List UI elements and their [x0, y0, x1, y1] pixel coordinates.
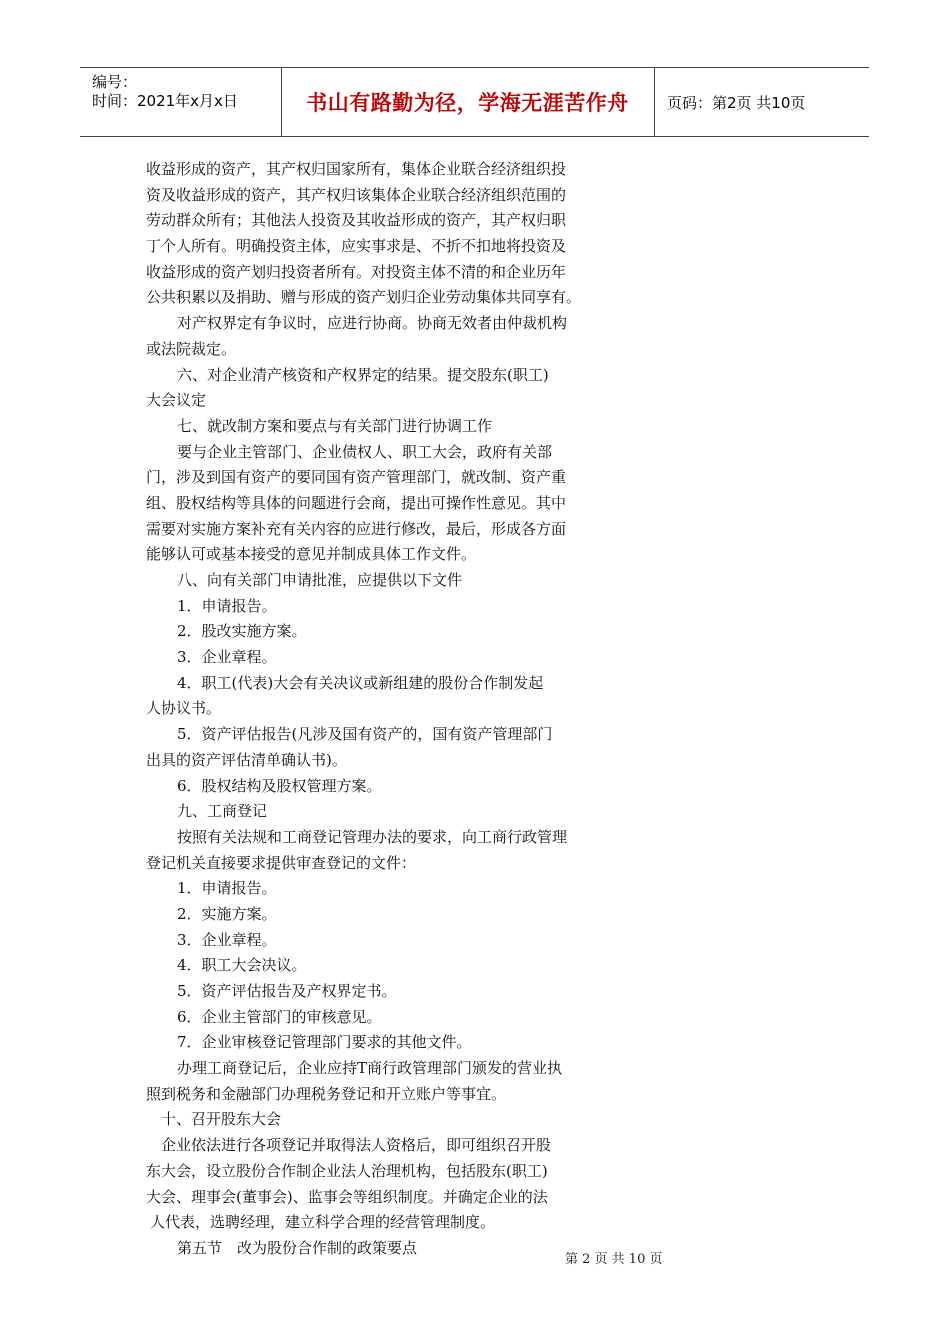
text-line: 人协议书。 [146, 699, 222, 718]
section-heading: 第五节 改为股份合作制的政策要点 [177, 1238, 418, 1257]
text-line: 大会、理事会(董事会)、监事会等组织制度。并确定企业的法 [146, 1187, 548, 1206]
list-item: 3．企业章程。 [177, 930, 277, 949]
document-time-label: 时间：2021年x月x日 [92, 92, 238, 110]
list-item: 6．股权结构及股权管理方案。 [177, 776, 382, 795]
list-item: 2．股改实施方案。 [177, 622, 307, 641]
section-heading: 十、召开股东大会 [161, 1110, 282, 1129]
text-line: 公共积累以及捐助、赠与形成的资产划归企业劳动集体共同享有。 [146, 288, 582, 307]
list-item: 1．申请报告。 [177, 879, 277, 898]
header-page-info: 页码：第2页 共10页 [667, 93, 806, 112]
text-line: 登记机关直接要求提供审查登记的文件： [146, 853, 417, 872]
list-item: 7．企业审核登记管理部门要求的其他文件。 [177, 1033, 472, 1052]
text-line: 或法院裁定。 [146, 339, 237, 358]
section-heading: 七、就改制方案和要点与有关部门进行协调工作 [177, 416, 493, 435]
text-line: 资及收益形成的资产，其产权归该集体企业联合经济组织范围的 [146, 185, 567, 204]
list-item: 1．申请报告。 [177, 596, 277, 615]
section-heading: 六、对企业清产核资和产权界定的结果。提交股东(职工) [177, 365, 549, 384]
text-line: 需要对实施方案补充有关内容的应进行修改，最后，形成各方面 [146, 519, 567, 538]
text-line: 按照有关法规和工商登记管理办法的要求，向工商行政管理 [177, 827, 568, 846]
text-line: 能够认可或基本接受的意见并制成具体工作文件。 [146, 545, 477, 564]
text-line: 组、股权结构等具体的问题进行会商，提出可操作性意见。其中 [146, 493, 567, 512]
list-item: 5．资产评估报告(凡涉及国有资产的，国有资产管理部门 [177, 725, 553, 744]
text-line: 办理工商登记后，企业应持T商行政管理部门颁发的营业执 [177, 1059, 563, 1078]
list-item: 3．企业章程。 [177, 648, 277, 667]
text-line: 照到税务和金融部门办理税务登记和开立账户等事宜。 [146, 1084, 507, 1103]
text-line: 要与企业主管部门、企业债权人、职工大会，政府有关部 [177, 442, 553, 461]
text-line: 人代表，选聘经理，建立科学合理的经营管理制度。 [150, 1213, 496, 1232]
text-line: 东大会，设立股份合作制企业法人治理机构，包括股东(职工) [146, 1161, 548, 1180]
list-item: 4．职工(代表)大会有关决议或新组建的股份合作制发起 [177, 673, 544, 692]
text-line: 门，涉及到国有资产的要同国有资产管理部门，就改制、资产重 [146, 468, 567, 487]
text-line: 企业依法进行各项登记并取得法人资格后，即可组织召开股 [161, 1136, 552, 1155]
page-footer: 第 2 页 共 10 页 [565, 1252, 663, 1267]
text-line: 对产权界定有争议时，应进行协商。协商无效者由仲裁机构 [177, 314, 568, 333]
list-item: 4．职工大会决议。 [177, 956, 307, 975]
header-divider [654, 68, 655, 136]
list-item: 6．企业主管部门的审核意见。 [177, 1007, 382, 1026]
page-header [80, 67, 869, 137]
text-line: 丁个人所有。明确投资主体，应实事求是、不折不扣地将投资及 [146, 237, 567, 256]
section-heading: 八、向有关部门申请批准，应提供以下文件 [177, 571, 463, 589]
section-heading: 九、工商登记 [177, 802, 268, 821]
text-line: 出具的资产评估清单确认书)。 [146, 750, 347, 769]
header-meta [92, 73, 238, 111]
text-line: 收益形成的资产划归投资者所有。对投资主体不清的和企业历年 [146, 262, 567, 281]
text-line: 收益形成的资产，其产权归国家所有，集体企业联合经济组织投 [146, 160, 567, 178]
document-number-label: 编号： [92, 73, 138, 91]
list-item: 5．资产评估报告及产权界定书。 [177, 982, 397, 1000]
list-item: 2．实施方案。 [177, 904, 277, 923]
text-line: 大会议定 [146, 391, 207, 410]
text-line: 劳动群众所有；其他法人投资及其收益形成的资产，其产权归职 [146, 211, 567, 230]
document-body [146, 157, 626, 1262]
header-motto: 书山有路勤为径，学海无涯苦作舟 [306, 91, 629, 115]
